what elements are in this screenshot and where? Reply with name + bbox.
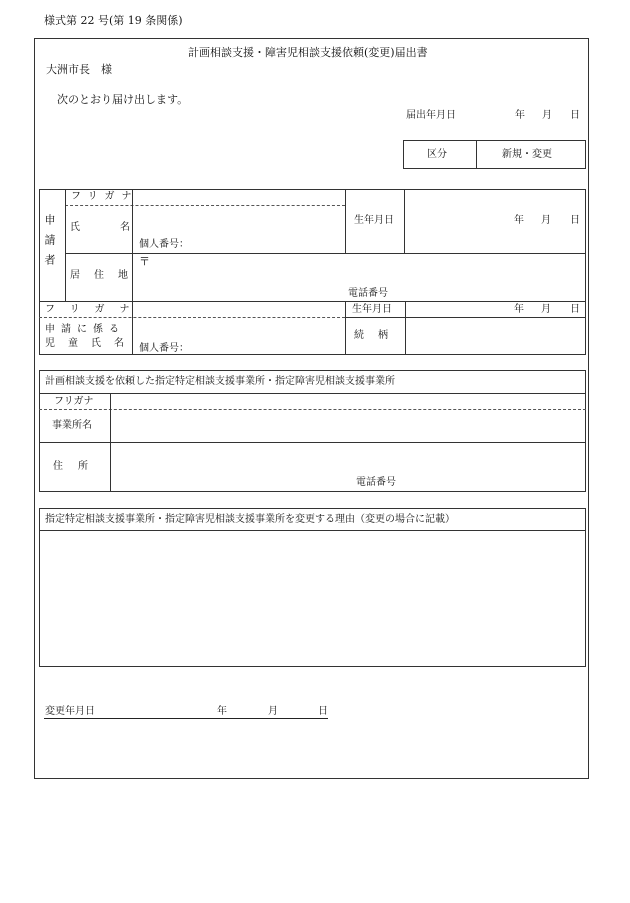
child-relationship-label: 続柄 — [354, 330, 402, 341]
applicant-furigana-text: フリガナ — [71, 191, 139, 202]
form-title: 計画相談支援・障害児相談支援依頼(変更)届出書 — [188, 46, 428, 59]
intro-text: 次のとおり届け出します。 — [57, 93, 189, 106]
child-birth-day[interactable]: 日 — [570, 304, 580, 315]
child-furigana-label: フリガナ — [45, 304, 145, 315]
submission-date-day[interactable]: 日 — [570, 110, 580, 121]
form-number: 様式第 22 号(第 19 条関係) — [44, 14, 183, 27]
applicant-birth-month[interactable]: 月 — [541, 215, 551, 226]
applicant-postal-mark[interactable]: 〒 — [139, 255, 150, 268]
applicant-birth-day[interactable]: 日 — [570, 215, 580, 226]
office-furigana-label: フリガナ — [54, 396, 94, 407]
child-birth-year[interactable]: 年 — [514, 304, 524, 315]
addressee: 大洲市長 様 — [46, 63, 112, 76]
applicant-birth-year[interactable]: 年 — [514, 215, 524, 226]
change-date-label: 変更年月日 — [45, 706, 95, 717]
submission-date-label: 届出年月日 — [406, 110, 456, 121]
child-birth-month[interactable]: 月 — [541, 304, 551, 315]
applicant-name-label: 氏名 — [70, 222, 170, 233]
child-birth-label: 生年月日 — [352, 304, 392, 315]
submission-date-month[interactable]: 月 — [542, 110, 552, 121]
office-table — [39, 370, 586, 492]
office-header: 計画相談支援を依頼した指定特定相談支援事業所・指定障害児相談支援事業所 — [45, 376, 395, 387]
change-date-day[interactable]: 日 — [318, 706, 328, 717]
applicant-address-label: 居住地 — [70, 270, 142, 281]
category-value[interactable]: 新規・変更 — [502, 149, 552, 160]
change-date-underline — [44, 718, 328, 719]
child-name-label-line1: 申請に係る — [45, 324, 125, 335]
change-date-month[interactable]: 月 — [268, 706, 278, 717]
submission-date-year[interactable]: 年 — [515, 110, 525, 121]
applicant-individual-number[interactable]: 個人番号： — [139, 239, 189, 250]
office-address-label: 住所 — [53, 461, 103, 472]
applicant-birth-label: 生年月日 — [354, 215, 394, 226]
office-phone-label[interactable]: 電話番号 — [356, 477, 396, 488]
applicant-section-label: 申請者 — [43, 214, 56, 274]
category-label: 区分 — [427, 149, 447, 160]
child-individual-number[interactable]: 個人番号： — [139, 343, 189, 354]
applicant-phone-label[interactable]: 電話番号 — [348, 288, 388, 299]
change-date-year[interactable]: 年 — [217, 706, 227, 717]
child-name-label-line2: 児童氏名 — [45, 338, 137, 349]
applicant-furigana-label — [71, 191, 139, 202]
office-name-label: 事業所名 — [52, 420, 92, 431]
reason-input-area[interactable] — [40, 531, 585, 666]
reason-header: 指定特定相談支援事業所・指定障害児相談支援事業所を変更する理由（変更の場合に記載） — [45, 514, 455, 525]
